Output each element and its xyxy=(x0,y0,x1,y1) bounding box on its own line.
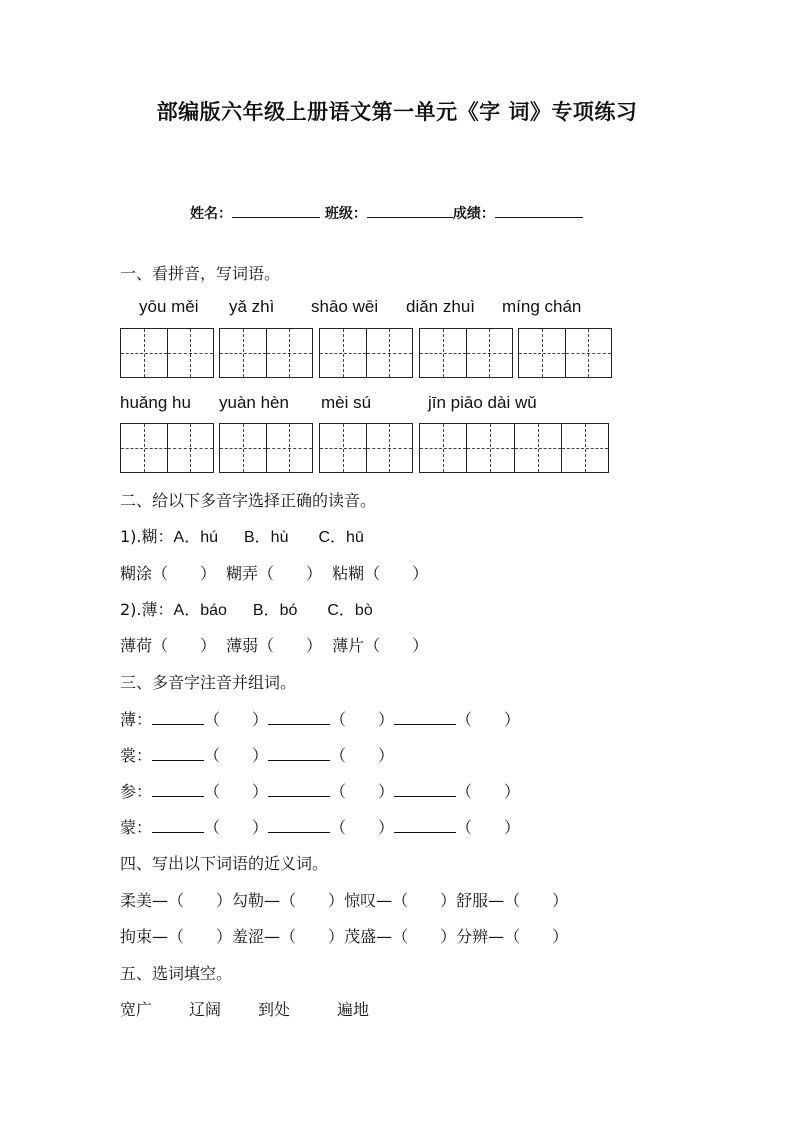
section-1-heading: 一、看拼音，写词语。 xyxy=(120,264,281,283)
blank-line[interactable] xyxy=(152,710,204,725)
answer-paren[interactable]: （ ） xyxy=(168,927,233,946)
polyphone-row xyxy=(120,743,394,766)
word: 薄片 xyxy=(332,636,365,655)
word-bank-item: 辽阔 xyxy=(189,1000,222,1019)
pinyin: diǎn zhuì xyxy=(406,297,475,316)
answer-paren[interactable]: （ ） xyxy=(364,636,429,655)
option: C．hū xyxy=(318,529,364,546)
synonym-word: 分辨— xyxy=(456,927,505,946)
word: 糊涂 xyxy=(120,564,153,583)
blank-line[interactable] xyxy=(152,818,204,833)
pinyin: mèi sú xyxy=(321,393,372,412)
answer-paren[interactable]: （ ） xyxy=(456,818,521,837)
answer-paren[interactable]: （ ） xyxy=(364,564,429,583)
pinyin: huǎng hu xyxy=(120,393,191,412)
synonym-word: 舒服— xyxy=(456,891,505,910)
polyphone-char: 裳： xyxy=(120,746,153,765)
answer-paren[interactable]: （ ） xyxy=(280,927,345,946)
option: B．bó xyxy=(252,602,298,619)
answer-paren[interactable]: （ ） xyxy=(456,782,521,801)
class-label: 班级： xyxy=(324,206,367,222)
word-bank-item: 到处 xyxy=(258,1000,291,1019)
blank-line[interactable] xyxy=(394,818,456,833)
synonym-word: 柔美— xyxy=(120,891,169,910)
writing-grid[interactable] xyxy=(319,328,413,378)
writing-grid-4[interactable] xyxy=(419,423,609,473)
answer-paren[interactable]: （ ） xyxy=(330,818,395,837)
blank-line[interactable] xyxy=(152,782,204,797)
answer-paren[interactable]: （ ） xyxy=(280,891,345,910)
student-info xyxy=(190,202,583,223)
blank-line[interactable] xyxy=(268,710,330,725)
question-2-words xyxy=(120,633,428,656)
writing-grid[interactable] xyxy=(319,423,413,473)
writing-grid[interactable] xyxy=(419,328,513,378)
polyphone-char: 参： xyxy=(120,782,153,801)
answer-paren[interactable]: （ ） xyxy=(204,782,269,801)
word: 粘糊 xyxy=(332,564,365,583)
answer-paren[interactable]: （ ） xyxy=(152,636,217,655)
synonym-word: 惊叹— xyxy=(344,891,393,910)
polyphone-row xyxy=(120,707,520,730)
answer-paren[interactable]: （ ） xyxy=(168,891,233,910)
word: 薄弱 xyxy=(226,636,259,655)
question-prompt: 1).糊： xyxy=(120,527,174,546)
option: C．bò xyxy=(327,602,373,619)
synonym-word: 茂盛— xyxy=(344,927,393,946)
answer-paren[interactable]: （ ） xyxy=(504,891,569,910)
synonym-word: 羞涩— xyxy=(232,927,281,946)
pinyin: míng chán xyxy=(502,297,582,316)
name-label: 姓名： xyxy=(190,206,232,222)
answer-paren[interactable]: （ ） xyxy=(258,564,323,583)
writing-grid[interactable] xyxy=(219,328,313,378)
question-1-words xyxy=(120,561,428,584)
writing-grid[interactable] xyxy=(219,423,313,473)
page-title: 部编版六年级上册语文第一单元《字 词》专项练习 xyxy=(156,100,638,124)
question-2 xyxy=(120,597,373,620)
blank-line[interactable] xyxy=(268,746,330,761)
option: A．báo xyxy=(173,602,227,619)
word-bank-item: 遍地 xyxy=(337,1000,370,1019)
blank-line[interactable] xyxy=(268,818,330,833)
option: A．hú xyxy=(173,529,218,546)
section-5-heading: 五、选词填空。 xyxy=(120,964,233,983)
class-field[interactable] xyxy=(367,202,453,218)
word-bank-item: 宽广 xyxy=(120,1000,153,1019)
pinyin: yuàn hèn xyxy=(219,393,289,412)
pinyin: yǎ zhì xyxy=(229,297,275,316)
polyphone-char: 蒙： xyxy=(120,818,153,837)
writing-grid[interactable] xyxy=(120,423,214,473)
section-4-heading: 四、写出以下词语的近义词。 xyxy=(120,854,329,873)
answer-paren[interactable]: （ ） xyxy=(204,746,269,765)
answer-paren[interactable]: （ ） xyxy=(504,927,569,946)
answer-paren[interactable]: （ ） xyxy=(392,927,457,946)
blank-line[interactable] xyxy=(152,746,204,761)
answer-paren[interactable]: （ ） xyxy=(456,710,521,729)
question-prompt: 2).薄： xyxy=(120,600,174,619)
word: 薄荷 xyxy=(120,636,153,655)
answer-paren[interactable]: （ ） xyxy=(204,818,269,837)
name-field[interactable] xyxy=(232,202,320,218)
option: B．hù xyxy=(244,529,289,546)
answer-paren[interactable]: （ ） xyxy=(330,782,395,801)
section-3-heading: 三、多音字注音并组词。 xyxy=(120,673,297,692)
blank-line[interactable] xyxy=(268,782,330,797)
question-1 xyxy=(120,524,364,547)
pinyin: shāo wēi xyxy=(311,297,379,316)
answer-paren[interactable]: （ ） xyxy=(392,891,457,910)
polyphone-row xyxy=(120,815,520,838)
writing-grid[interactable] xyxy=(518,328,612,378)
polyphone-row xyxy=(120,779,520,802)
synonym-word: 拘束— xyxy=(120,927,169,946)
synonym-row xyxy=(120,924,568,947)
answer-paren[interactable]: （ ） xyxy=(330,746,395,765)
synonym-word: 勾勒— xyxy=(232,891,281,910)
writing-grid[interactable] xyxy=(120,328,214,378)
answer-paren[interactable]: （ ） xyxy=(204,710,269,729)
word: 糊弄 xyxy=(226,564,259,583)
answer-paren[interactable]: （ ） xyxy=(258,636,323,655)
polyphone-char: 薄： xyxy=(120,710,153,729)
pinyin: jīn piāo dài wǔ xyxy=(428,393,537,412)
answer-paren[interactable]: （ ） xyxy=(152,564,217,583)
synonym-row xyxy=(120,888,568,911)
score-label: 成绩： xyxy=(452,206,495,222)
pinyin: yōu měi xyxy=(139,297,199,316)
score-field[interactable] xyxy=(495,202,583,218)
section-2-heading: 二、给以下多音字选择正确的读音。 xyxy=(120,491,377,510)
answer-paren[interactable]: （ ） xyxy=(330,710,395,729)
blank-line[interactable] xyxy=(394,782,456,797)
blank-line[interactable] xyxy=(394,710,456,725)
